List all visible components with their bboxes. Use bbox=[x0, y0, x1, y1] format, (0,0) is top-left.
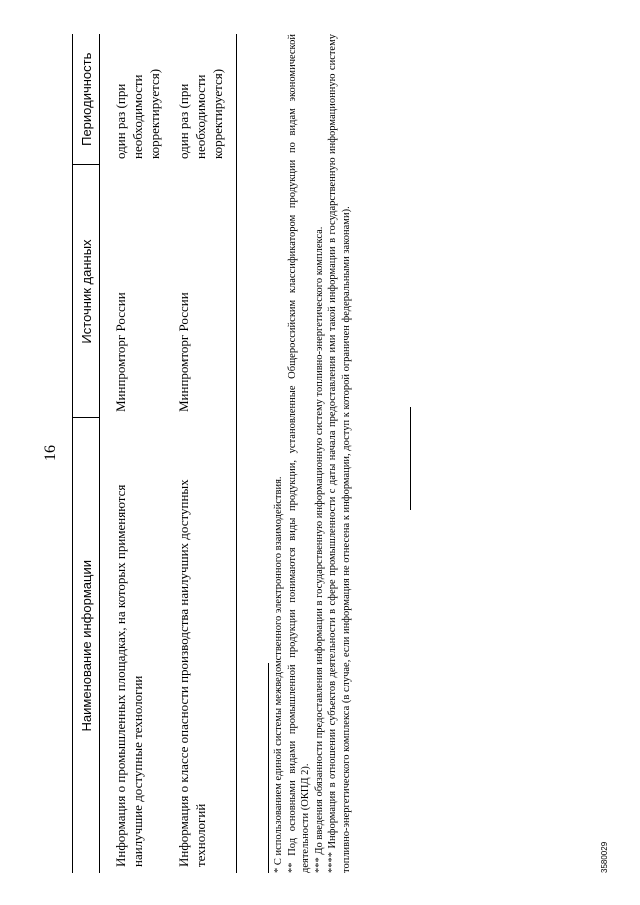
table-row bbox=[163, 34, 237, 873]
footnote: * С использованием единой системы межведомственного электронного взаимодействия. bbox=[273, 476, 284, 873]
footnote: **** Информация в отношении субъектов деятельности в сфере промышленности с даты начала предоставления ими такой информации в государственную информационную систему топливно-энергетического комплекса (в случае, если информация не отнесена к информации, доступ к которой ограничен федеральными законами). bbox=[327, 34, 352, 873]
page-number: 16 bbox=[42, 445, 59, 461]
row-source-cell: Минпромторг России bbox=[113, 292, 128, 412]
footnote: *** До введения обязанности предоставления информации в государственную информационную систему топливно-энергетического комплекса. bbox=[313, 226, 325, 873]
footnote: ** Под основными видами промышленной продукции понимаются виды продукции, установленные Общероссийским классификатором продукции по видам экономической деятельности (ОКПД 2). bbox=[286, 34, 311, 873]
table-header-row bbox=[73, 34, 100, 873]
info-table bbox=[72, 34, 237, 873]
row-periodicity-cell: один раз (при необходимости корректируется) bbox=[113, 68, 162, 159]
row-name-cell: Информация о классе опасности производства наилучших доступных технологий bbox=[163, 418, 237, 873]
header-name: Наименование информации bbox=[73, 418, 100, 873]
row-periodicity-cell: один раз (при необходимости корректируется) bbox=[163, 34, 237, 165]
footnotes bbox=[272, 34, 353, 873]
header-periodicity: Периодичность bbox=[73, 34, 100, 165]
document-code: 3580029 bbox=[600, 841, 609, 873]
footnote-divider bbox=[268, 663, 269, 873]
center-divider bbox=[410, 407, 411, 510]
header-source: Источник данных bbox=[73, 165, 100, 418]
row-source-cell: Минпромторг России bbox=[163, 165, 237, 418]
row-name-cell: Информация о промышленных площадках, на которых применяются наилучшие доступные технологии bbox=[113, 484, 145, 867]
table-row bbox=[100, 34, 164, 873]
